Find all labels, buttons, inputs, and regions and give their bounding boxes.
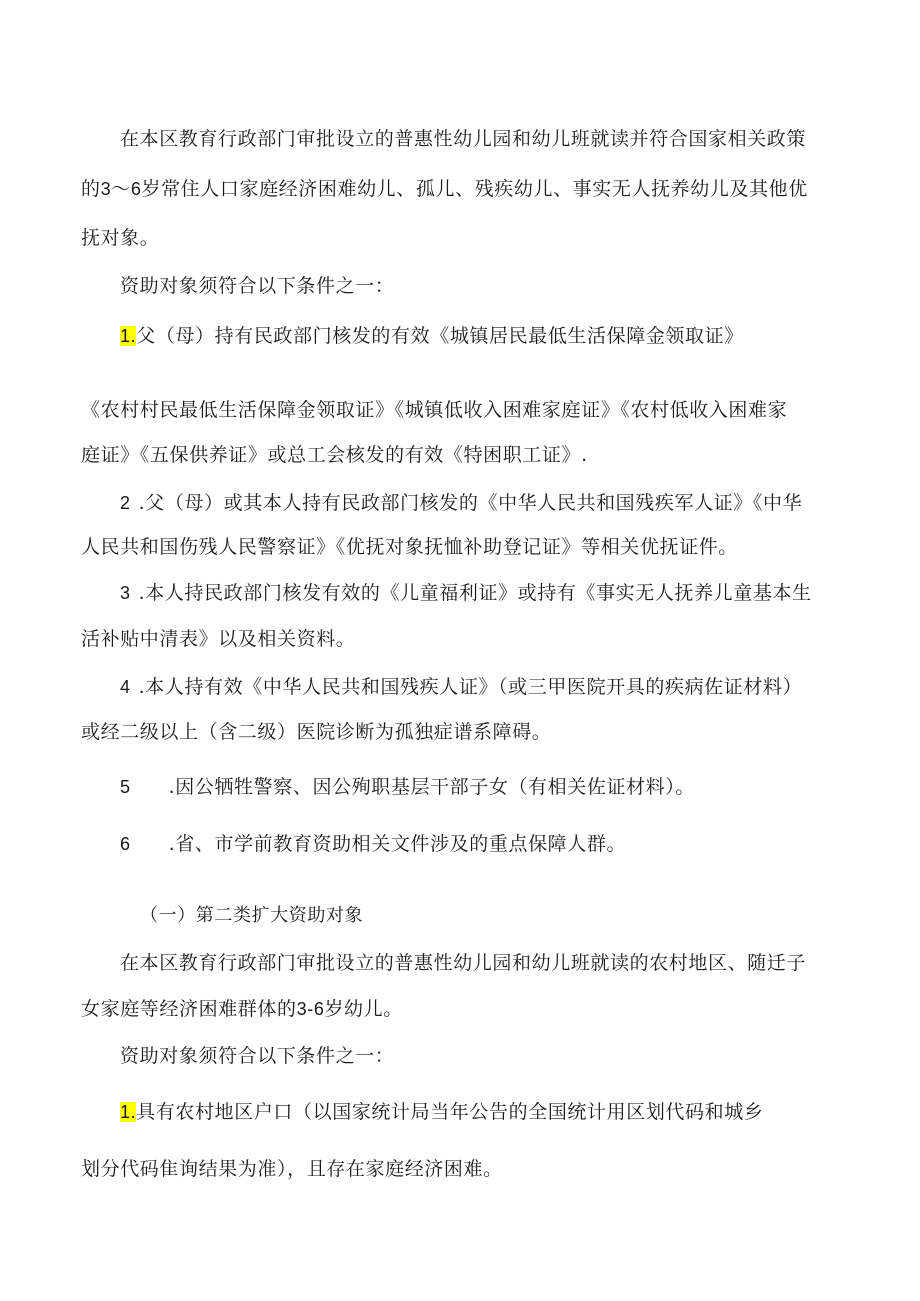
list-number: 4 (120, 677, 131, 697)
paragraph-line (81, 1156, 503, 1182)
text: 岁常住人口家庭经济困难幼儿、孤儿、残疾幼儿、事实无人抚养幼儿及其他优 (141, 178, 808, 200)
paragraph-line (81, 996, 403, 1022)
text: 具有农村地区户口（以国家统计局当年公告的全国统计用区划代码和城乡 (136, 1101, 764, 1123)
number: 3-6 (296, 999, 325, 1019)
text: .本人持有效《中华人民共和国残疾人证》（或三甲医院开具的疾病佐证材料） (138, 676, 803, 698)
list-number: 2 (120, 493, 131, 513)
list-number: 3 (120, 583, 131, 603)
paragraph-line (81, 397, 787, 423)
number: 3 (100, 179, 112, 199)
section-heading (140, 903, 363, 929)
paragraph-line (81, 176, 808, 202)
text: 资助对象须符合以下条件之一： (120, 275, 395, 297)
text: .省、市学前教育资助相关文件涉及的重点保障人群。 (168, 833, 627, 855)
list-item (120, 674, 802, 700)
text: 活补贴中清表》以及相关资料。 (81, 628, 356, 650)
text: .父（母）或其本人持有民政部门核发的《中华人民共和国残疾军人证》《中华 (138, 492, 803, 514)
list-item (120, 1099, 763, 1125)
paragraph-line (120, 126, 806, 152)
text: 的 (81, 178, 101, 200)
text: 划分代码隹询结果为准），且存在家庭经济困难。 (81, 1158, 503, 1180)
list-number-highlighted: 1. (120, 1102, 137, 1122)
paragraph-line (81, 225, 159, 251)
paragraph-line (81, 719, 551, 745)
paragraph-line (120, 1043, 394, 1069)
text: 庭证》《五保供养证》或总工会核发的有效《特困职工证》. (81, 444, 588, 466)
text: ～ (111, 178, 131, 200)
list-item (120, 323, 744, 349)
text: 岁幼儿。 (324, 998, 403, 1020)
paragraph-line (120, 273, 394, 299)
list-number: 6 (120, 834, 131, 854)
paragraph-line (81, 534, 738, 560)
text: 在本区教育行政部门审批设立的普惠性幼儿园和幼儿班就读的农村地区、随迁子 (120, 952, 807, 974)
list-item (120, 831, 626, 857)
list-item (120, 490, 802, 516)
text: 资助对象须符合以下条件之一： (120, 1045, 395, 1067)
text: .本人持民政部门核发有效的《儿童福利证》或持有《事实无人抚养儿童基本生 (138, 582, 812, 604)
list-item (120, 774, 695, 800)
text: 抚对象。 (81, 227, 160, 249)
text: 女家庭等经济困难群体的 (81, 998, 297, 1020)
list-number: 5 (120, 777, 131, 797)
text: 或经二级以上（含二级）医院诊断为孤独症谱系障碍。 (81, 721, 552, 743)
text: 人民共和国伤残人民警察证》《优抚对象抚恤补助登记证》等相关优抚证件。 (81, 536, 738, 558)
number: 6 (130, 179, 142, 199)
text: 《农村村民最低生活保障金领取证》《城镇低收入困难家庭证》《农村低收入困难家 (81, 399, 788, 421)
paragraph-line (81, 442, 588, 468)
text: .因公牺牲警察、因公殉职基层干部子女（有相关佐证材料）。 (168, 776, 695, 798)
text: 在本区教育行政部门审批设立的普惠性幼儿园和幼儿班就读并符合国家相关政策 (120, 128, 807, 150)
list-number-highlighted: 1. (120, 326, 137, 346)
paragraph-line (81, 626, 355, 652)
paragraph-line (120, 950, 806, 976)
text: （一）第二类扩大资助对象 (140, 905, 364, 926)
text: 父（母）持有民政部门核发的有效《城镇居民最低生活保障金领取证》 (136, 325, 744, 347)
list-item (120, 580, 812, 606)
